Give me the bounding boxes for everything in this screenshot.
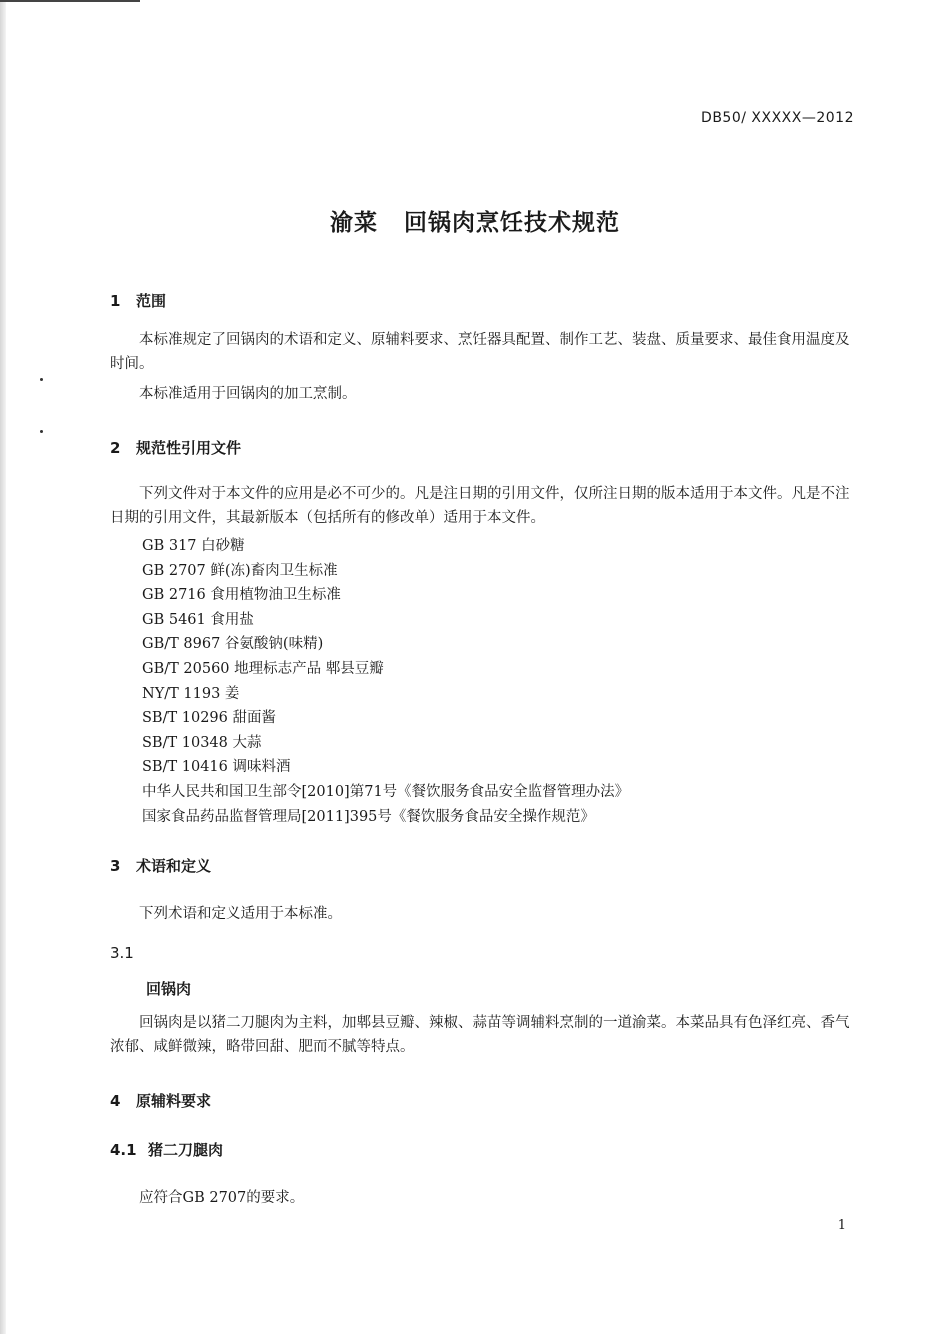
section-2-heading — [110, 437, 241, 458]
section-3-heading — [110, 855, 211, 876]
section-3-intro: 下列术语和定义适用于本标准。 — [139, 906, 342, 922]
scan-mark — [40, 378, 43, 381]
reference-item: 中华人民共和国卫生部令[2010]第71号《餐饮服务食品安全监督管理办法》 — [142, 783, 630, 800]
reference-item: SB/T 10348 大蒜 — [142, 734, 262, 751]
section-1-number: 1 — [110, 292, 121, 310]
section-2-intro: 下列文件对于本文件的应用是必不可少的。凡是注日期的引用文件，仅所注日期的版本适用于本文件。凡是不注日期的引用文件，其最新版本（包括所有的修改单）适用于本文件。 — [110, 486, 850, 526]
document-code: DB50/ XXXXX—2012 — [701, 110, 854, 126]
reference-item: NY/T 1193 姜 — [142, 685, 240, 702]
scan-edge — [0, 0, 6, 1334]
term-heading: 回锅肉 — [146, 980, 192, 998]
reference-item: GB 317 白砂糖 — [142, 538, 245, 554]
document-title — [0, 204, 950, 237]
section-4-1-number: 4.1 — [110, 1141, 137, 1159]
page-number: 1 — [837, 1218, 846, 1233]
reference-item: GB 2716 食用植物油卫生标准 — [142, 587, 341, 604]
normative-references-list — [142, 534, 629, 829]
section-4-heading — [110, 1090, 211, 1111]
section-1-heading — [110, 290, 166, 311]
section-2-title: 规范性引用文件 — [136, 439, 242, 457]
title-main: 回锅肉烹饪技术规范 — [404, 210, 620, 236]
reference-item: 国家食品药品监督管理局[2011]395号《餐饮服务食品安全操作规范》 — [142, 808, 595, 825]
section-4-1-title: 猪二刀腿肉 — [148, 1141, 224, 1159]
section-3-number: 3 — [110, 857, 121, 875]
section-4-1-heading — [110, 1139, 223, 1160]
section-4-title: 原辅料要求 — [136, 1092, 212, 1110]
term-definition: 回锅肉是以猪二刀腿肉为主料，加郫县豆瓣、辣椒、蒜苗等调辅料烹制的一道渝菜。本菜品具有色泽红亮、香气浓郁、咸鲜微辣，略带回甜、肥而不腻等特点。 — [110, 1015, 850, 1055]
reference-item: GB 5461 食用盐 — [142, 611, 254, 628]
reference-item: GB/T 20560 地理标志产品 郫县豆瓣 — [142, 660, 384, 677]
section-1-paragraph-2: 本标准适用于回锅肉的加工烹制。 — [139, 386, 357, 402]
section-4-1-text: 应符合GB 2707的要求。 — [139, 1190, 305, 1206]
section-3-1-number: 3.1 — [110, 944, 134, 962]
top-rule — [0, 0, 140, 2]
scan-mark — [40, 430, 43, 433]
reference-item: GB 2707 鲜(冻)畜肉卫生标准 — [142, 562, 338, 579]
title-category: 渝菜 — [330, 210, 378, 236]
section-2-number: 2 — [110, 439, 121, 457]
section-1-title: 范围 — [136, 292, 167, 310]
reference-item: GB/T 8967 谷氨酸钠(味精) — [142, 636, 324, 653]
reference-item: SB/T 10416 调味料酒 — [142, 759, 291, 776]
section-4-number: 4 — [110, 1092, 121, 1110]
reference-item: SB/T 10296 甜面酱 — [142, 710, 276, 727]
section-3-title: 术语和定义 — [136, 857, 212, 875]
section-1-paragraph-1: 本标准规定了回锅肉的术语和定义、原辅料要求、烹饪器具配置、制作工艺、装盘、质量要求、最佳食用温度及时间。 — [110, 332, 850, 372]
